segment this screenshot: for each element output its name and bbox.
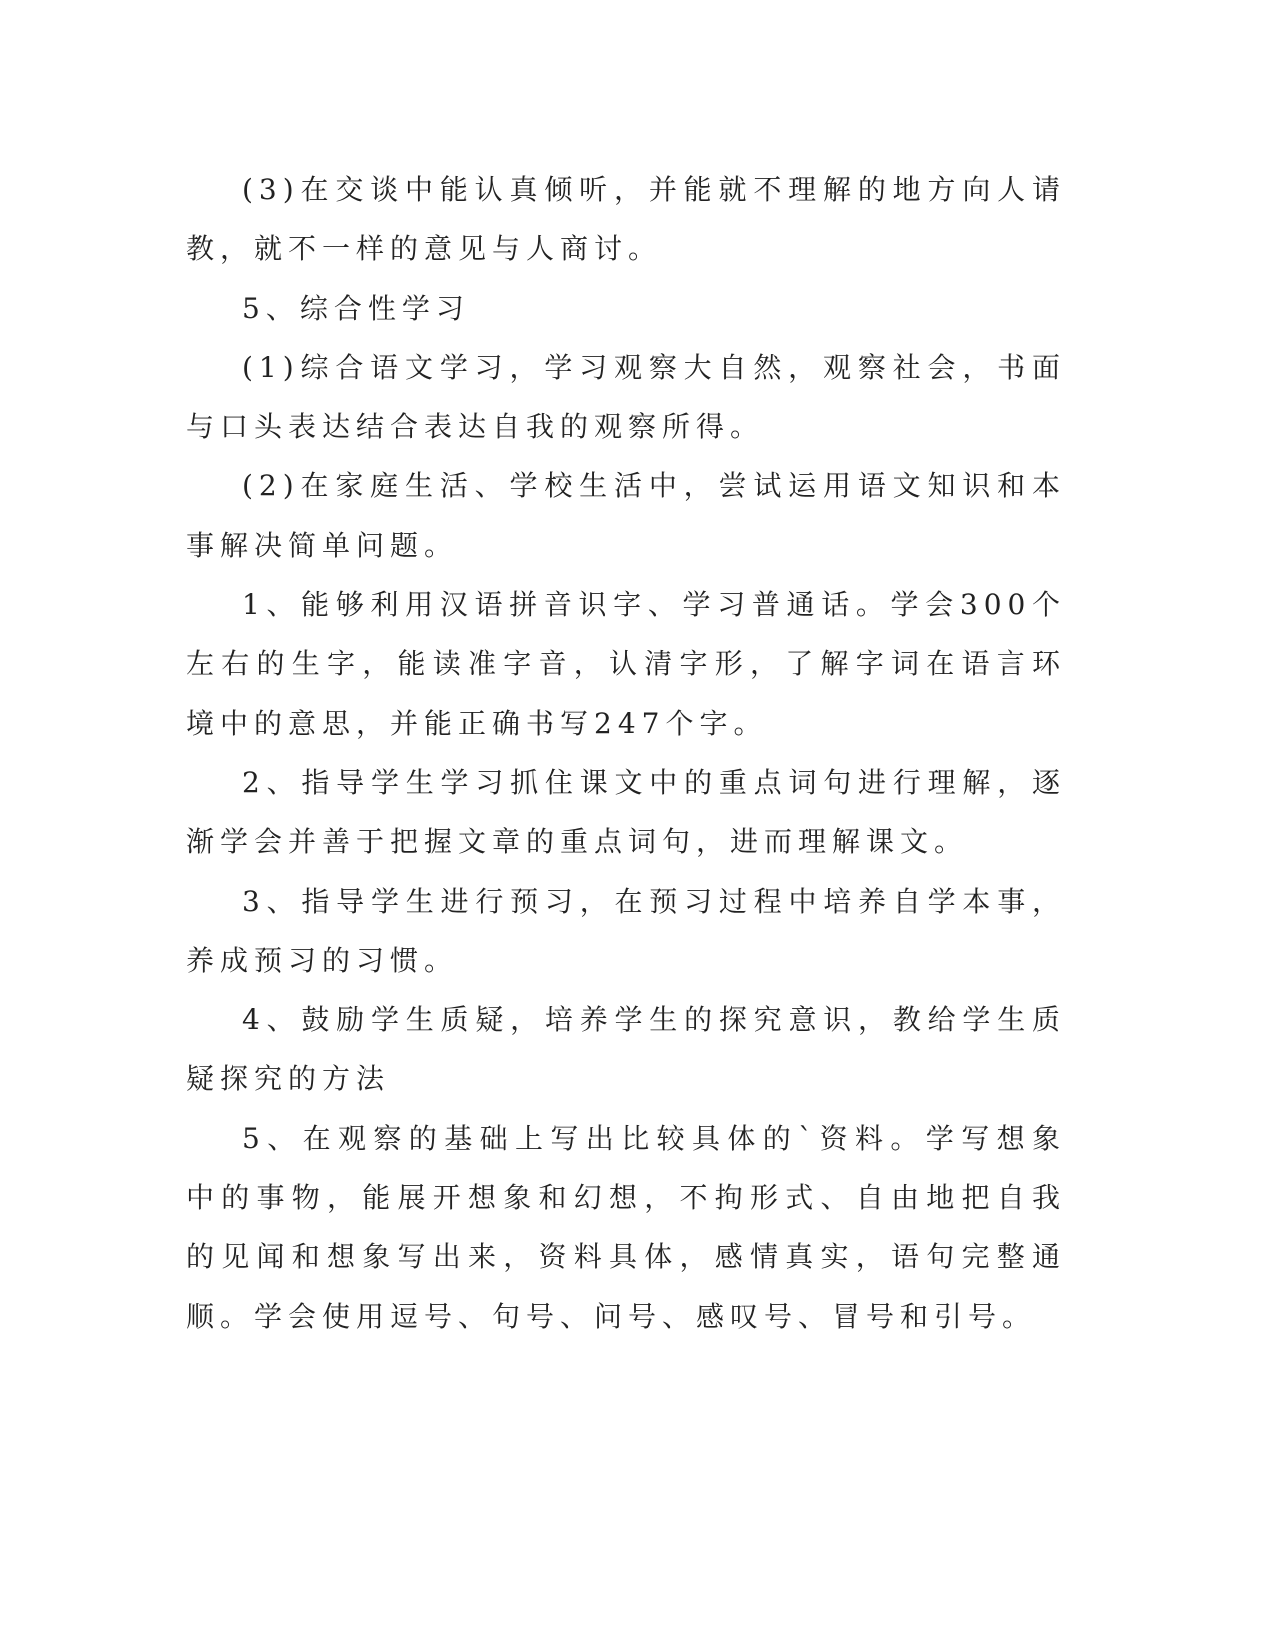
- paragraph-2-daily-life: (2)在家庭生活、学校生活中，尝试运用语文知识和本事解决简单问题。: [186, 469, 1066, 562]
- item-1-pinyin: 1、能够利用汉语拼音识字、学习普通话。学会300个左右的生字，能读准字音，认清字形，了解字词在语言环境中的意思，并能正确书写247个字。: [186, 588, 1066, 740]
- paragraph-3-listening: (3)在交谈中能认真倾听，并能就不理解的地方向人请教，就不一样的意见与人商讨。: [186, 173, 1066, 266]
- heading-comprehensive-learning: 5、综合性学习: [242, 291, 470, 325]
- document-body: [186, 160, 1066, 1346]
- paragraph-1-comprehensive: (1)综合语文学习，学习观察大自然，观察社会，书面与口头表达结合表达自我的观察所得。: [186, 350, 1066, 444]
- item-2-key-phrases: 2、指导学生学习抓住课文中的重点词句进行理解，逐渐学会并善于把握文章的重点词句，进而理解课文。: [186, 765, 1066, 859]
- item-4-questioning: 4、鼓励学生质疑，培养学生的探究意识，教给学生质疑探究的方法: [186, 1003, 1066, 1096]
- item-3-preview: 3、指导学生进行预习，在预习过程中培养自学本事，养成预习的习惯。: [186, 884, 1066, 977]
- item-5-writing: 5、在观察的基础上写出比较具体的`资料。学写想象中的事物，能展开想象和幻想，不拘形式、自由地把自我的见闻和想象写出来，资料具体，感情真实，语句完整通顺。学会使用逗号、句号、问号、感叹号、冒号和引号。: [186, 1121, 1066, 1333]
